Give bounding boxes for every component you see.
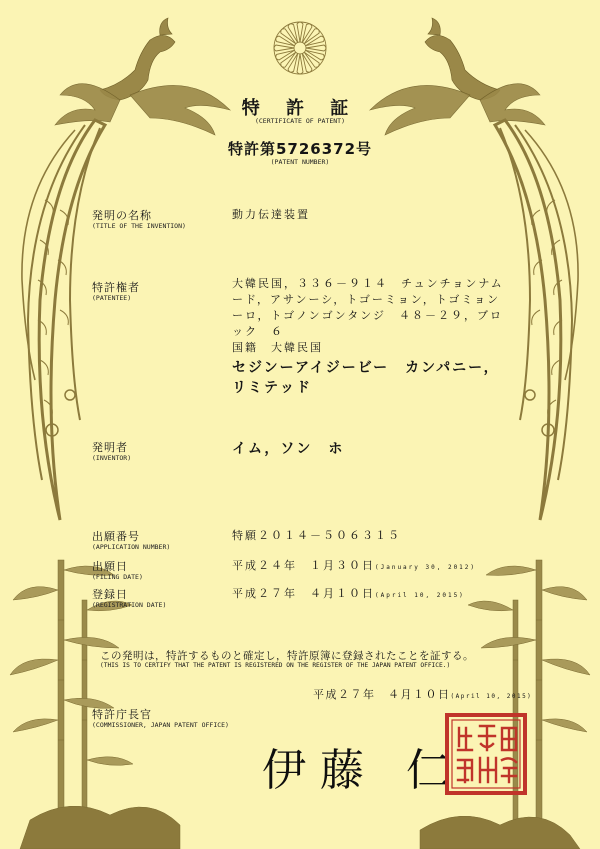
- issue-date-value: 平成２７年 ４月１０日: [313, 688, 451, 701]
- patent-number: 特許第5726372号: [227, 140, 373, 158]
- patentee-name-line: セジンーアイジービー カンパニー，: [232, 360, 500, 376]
- patentee-address: [232, 276, 504, 356]
- inventor-label-en: (INVENTOR): [92, 454, 132, 462]
- commissioner-signature: 伊藤 仁: [262, 745, 464, 796]
- certification-statement-en: (THIS IS TO CERTIFY THAT THE PATENT IS REGISTERED ON THE REGISTER OF THE JAPAN PATENT OFFICE.): [100, 662, 451, 669]
- address-line: 大韓民国，３３６－９１４ チュンチョンナム: [232, 277, 504, 290]
- patentee-nationality: 国籍 大韓民国: [232, 341, 323, 354]
- invention-label-en: (TITLE OF THE INVENTION): [92, 222, 186, 230]
- certificate-title: 特 許 証: [241, 98, 359, 119]
- patentee-label: 特許権者: [92, 281, 140, 294]
- patentee-label-en: (PATENTEE): [92, 294, 132, 302]
- filing-date-value: 平成２４年 １月３０日: [232, 559, 375, 572]
- issue-date-en: (April 10, 2015): [450, 693, 533, 700]
- patentee-name-line: リミテッド: [232, 380, 312, 396]
- registration-date: [232, 585, 465, 601]
- filing-date-label: 出願日: [92, 560, 128, 573]
- address-line: ーロ，トゴノンゴンタンジ ４８－２９，ブロ: [232, 309, 503, 322]
- invention-title: 動力伝達装置: [232, 208, 310, 221]
- registration-date-value: 平成２７年 ４月１０日: [232, 587, 375, 600]
- invention-label: 発明の名称: [92, 209, 152, 222]
- issue-date: [313, 686, 532, 702]
- inventor-name: イム，ソン ホ: [232, 441, 345, 457]
- filing-date-en: (January 30, 2012): [375, 564, 477, 571]
- application-number-label-en: (APPLICATION NUMBER): [92, 543, 171, 551]
- address-line: ック ６: [232, 325, 284, 338]
- filing-date: [232, 557, 476, 573]
- application-number: 特願２０１４－５０６３１５: [232, 529, 401, 542]
- certificate-title-en: (CERTIFICATE OF PATENT): [254, 117, 345, 125]
- official-seal-icon: [444, 712, 528, 796]
- registration-date-label: 登録日: [92, 588, 128, 601]
- commissioner-label: 特許庁長官: [92, 708, 152, 721]
- certification-statement: この発明は，特許するものと確定し，特許原簿に登録されたことを証する。: [100, 650, 474, 662]
- patent-number-en: (PATENT NUMBER): [270, 158, 330, 166]
- commissioner-label-en: (COMMISSIONER, JAPAN PATENT OFFICE): [92, 721, 229, 729]
- patentee-name: [232, 358, 500, 398]
- registration-date-en: (April 10, 2015): [375, 592, 465, 599]
- inventor-label: 発明者: [92, 441, 128, 454]
- chrysanthemum-crest-icon: [274, 22, 326, 74]
- application-number-label: 出願番号: [92, 530, 140, 543]
- address-line: ード，アサンーシ，トゴーミョン，トゴミョン: [232, 293, 501, 306]
- bamboo-right-icon: [420, 560, 590, 849]
- registration-date-label-en: (REGISTRATION DATE): [92, 601, 167, 609]
- filing-date-label-en: (FILING DATE): [92, 573, 143, 581]
